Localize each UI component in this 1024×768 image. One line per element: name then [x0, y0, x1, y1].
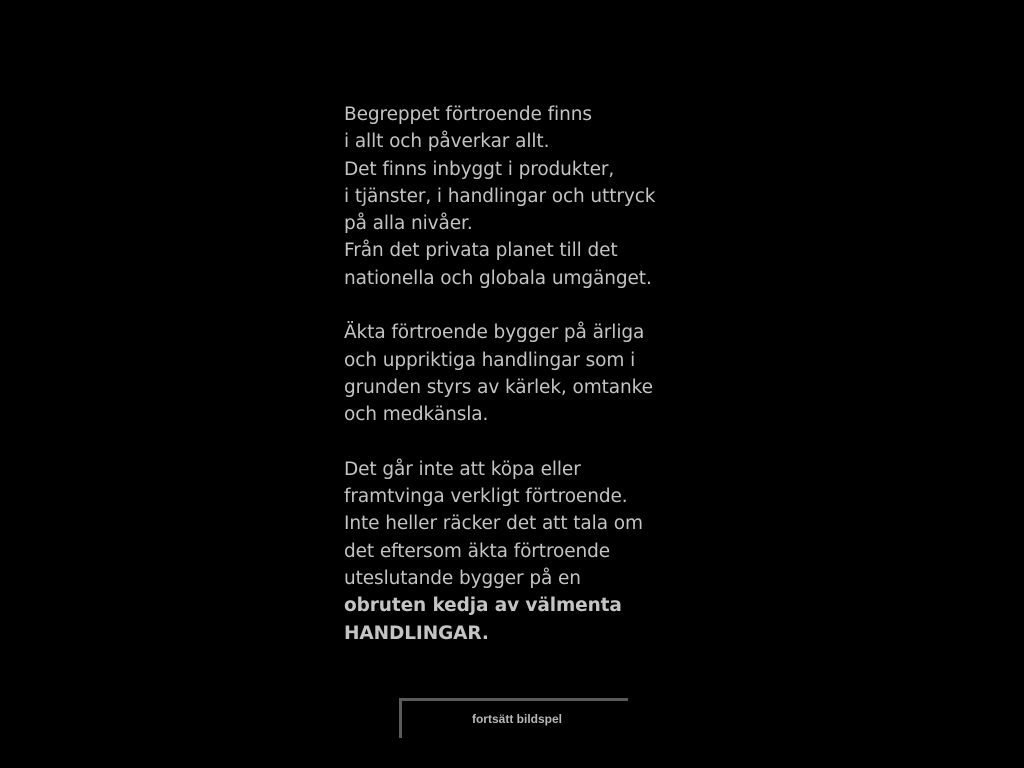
continue-slideshow-label: fortsätt bildspel	[471, 712, 562, 726]
text-line: i tjänster, i handlingar och uttryck	[344, 185, 656, 207]
continue-slideshow-button[interactable]	[399, 698, 628, 738]
text-line: i allt och påverkar allt.	[344, 131, 550, 153]
text-line: Inte heller räcker det att tala om	[344, 513, 643, 535]
text-line: Det går inte att köpa eller	[344, 458, 581, 480]
paragraph-spacer	[344, 429, 744, 456]
text-line: Äkta förtroende bygger på ärliga	[344, 322, 645, 344]
slide-text	[344, 101, 744, 647]
text-line: nationella och globala umgänget.	[344, 267, 652, 289]
text-line: Det finns inbyggt i produkter,	[344, 158, 615, 180]
text-line: framtvinga verkligt förtroende.	[344, 486, 628, 508]
text-line: på alla nivåer.	[344, 213, 473, 235]
text-line: Begreppet förtroende finns	[344, 104, 592, 125]
paragraph-spacer	[344, 292, 744, 319]
text-line: det eftersom äkta förtroende	[344, 540, 611, 562]
text-line: Från det privata planet till det	[344, 240, 618, 262]
text-line: och uppriktiga handlingar som i	[344, 349, 636, 371]
text-line: uteslutande bygger på en	[344, 568, 581, 590]
text-line: och medkänsla.	[344, 404, 489, 426]
emphasis-line: obruten kedja av välmenta	[344, 595, 622, 617]
emphasis-line: HANDLINGAR.	[344, 622, 489, 644]
text-line: grunden styrs av kärlek, omtanke	[344, 376, 653, 398]
